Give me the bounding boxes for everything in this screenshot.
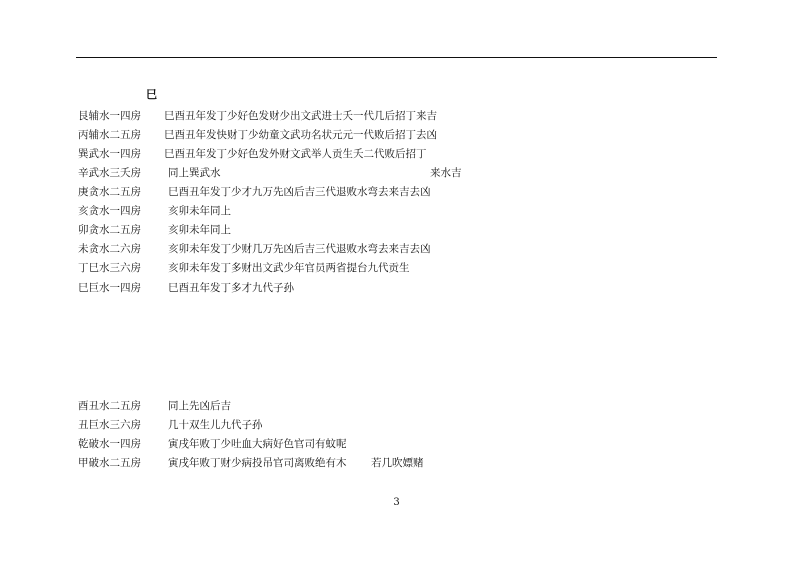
page-number: 3 xyxy=(393,497,400,508)
entry-text: 巳酉丑年发丁少好色发财少出文武进士夭一代几后招丁来吉 xyxy=(164,110,437,122)
entry-label: 丁巳水三六房 xyxy=(78,262,141,274)
header-rule xyxy=(76,57,717,58)
entry-text: 亥卯未年发丁多财出文武少年官员两省提台九代贡生 xyxy=(168,262,410,274)
entry-label: 酉丑水二五房 xyxy=(78,400,141,412)
entry-label: 乾破水一四房 xyxy=(78,438,141,450)
entry-text: 同上巽武水 xyxy=(168,167,221,179)
entry-text: 亥卯未年同上 xyxy=(168,205,231,217)
entry-note: 来水吉 xyxy=(430,167,462,179)
entry-row xyxy=(78,222,718,239)
entry-row xyxy=(78,127,718,144)
entry-row xyxy=(78,108,718,125)
entry-row xyxy=(78,455,718,472)
entry-row xyxy=(78,280,718,297)
entry-label: 巽武水一四房 xyxy=(78,148,141,160)
entry-text: 几十双生儿九代子孙 xyxy=(168,419,263,431)
entry-label: 丑巨水三六房 xyxy=(78,419,141,431)
entry-text: 巳酉丑年发丁少好色发外财文武举人贡生夭二代败后招丁 xyxy=(164,148,427,160)
entry-text: 亥卯未年同上 xyxy=(168,224,231,236)
entry-row xyxy=(78,146,718,163)
entry-text: 亥卯未年发丁少财几万先凶后吉三代退败水弯去来吉去凶 xyxy=(168,243,431,255)
entry-label: 甲破水二五房 xyxy=(78,457,141,469)
entry-text: 寅戌年败丁少吐血大病好色官司有蚊呢 xyxy=(168,438,347,450)
entry-row xyxy=(78,203,718,220)
entry-label: 丙辅水二五房 xyxy=(78,129,141,141)
entry-label: 卯贪水二五房 xyxy=(78,224,141,236)
entry-row xyxy=(78,165,718,182)
entry-row xyxy=(78,398,718,415)
entry-row xyxy=(78,241,718,258)
entry-label: 未贪水二六房 xyxy=(78,243,141,255)
section-heading: 巳 xyxy=(146,88,157,101)
entry-label: 艮辅水一四房 xyxy=(78,110,141,122)
entry-label: 庚贪水二五房 xyxy=(78,186,141,198)
entry-label: 亥贪水一四房 xyxy=(78,205,141,217)
entry-row xyxy=(78,436,718,453)
entry-text: 寅戌年败丁财少病投吊官司离败绝有木 xyxy=(168,457,347,469)
entry-row xyxy=(78,184,718,201)
entry-label: 巳巨水一四房 xyxy=(78,282,141,294)
entry-note: 若几吹嫖赌 xyxy=(371,457,424,469)
entry-row xyxy=(78,417,718,434)
entry-text: 同上先凶后吉 xyxy=(168,400,231,412)
entry-text: 巳酉丑年发丁少才九万先凶后吉三代退败水弯去来吉去凶 xyxy=(168,186,431,198)
entry-text: 巳酉丑年发快财丁少幼童文武功名状元元一代败后招丁去凶 xyxy=(164,129,437,141)
entry-row xyxy=(78,260,718,277)
entry-text: 巳酉丑年发丁多才九代子孙 xyxy=(168,282,294,294)
entry-label: 辛武水三夭房 xyxy=(78,167,141,179)
